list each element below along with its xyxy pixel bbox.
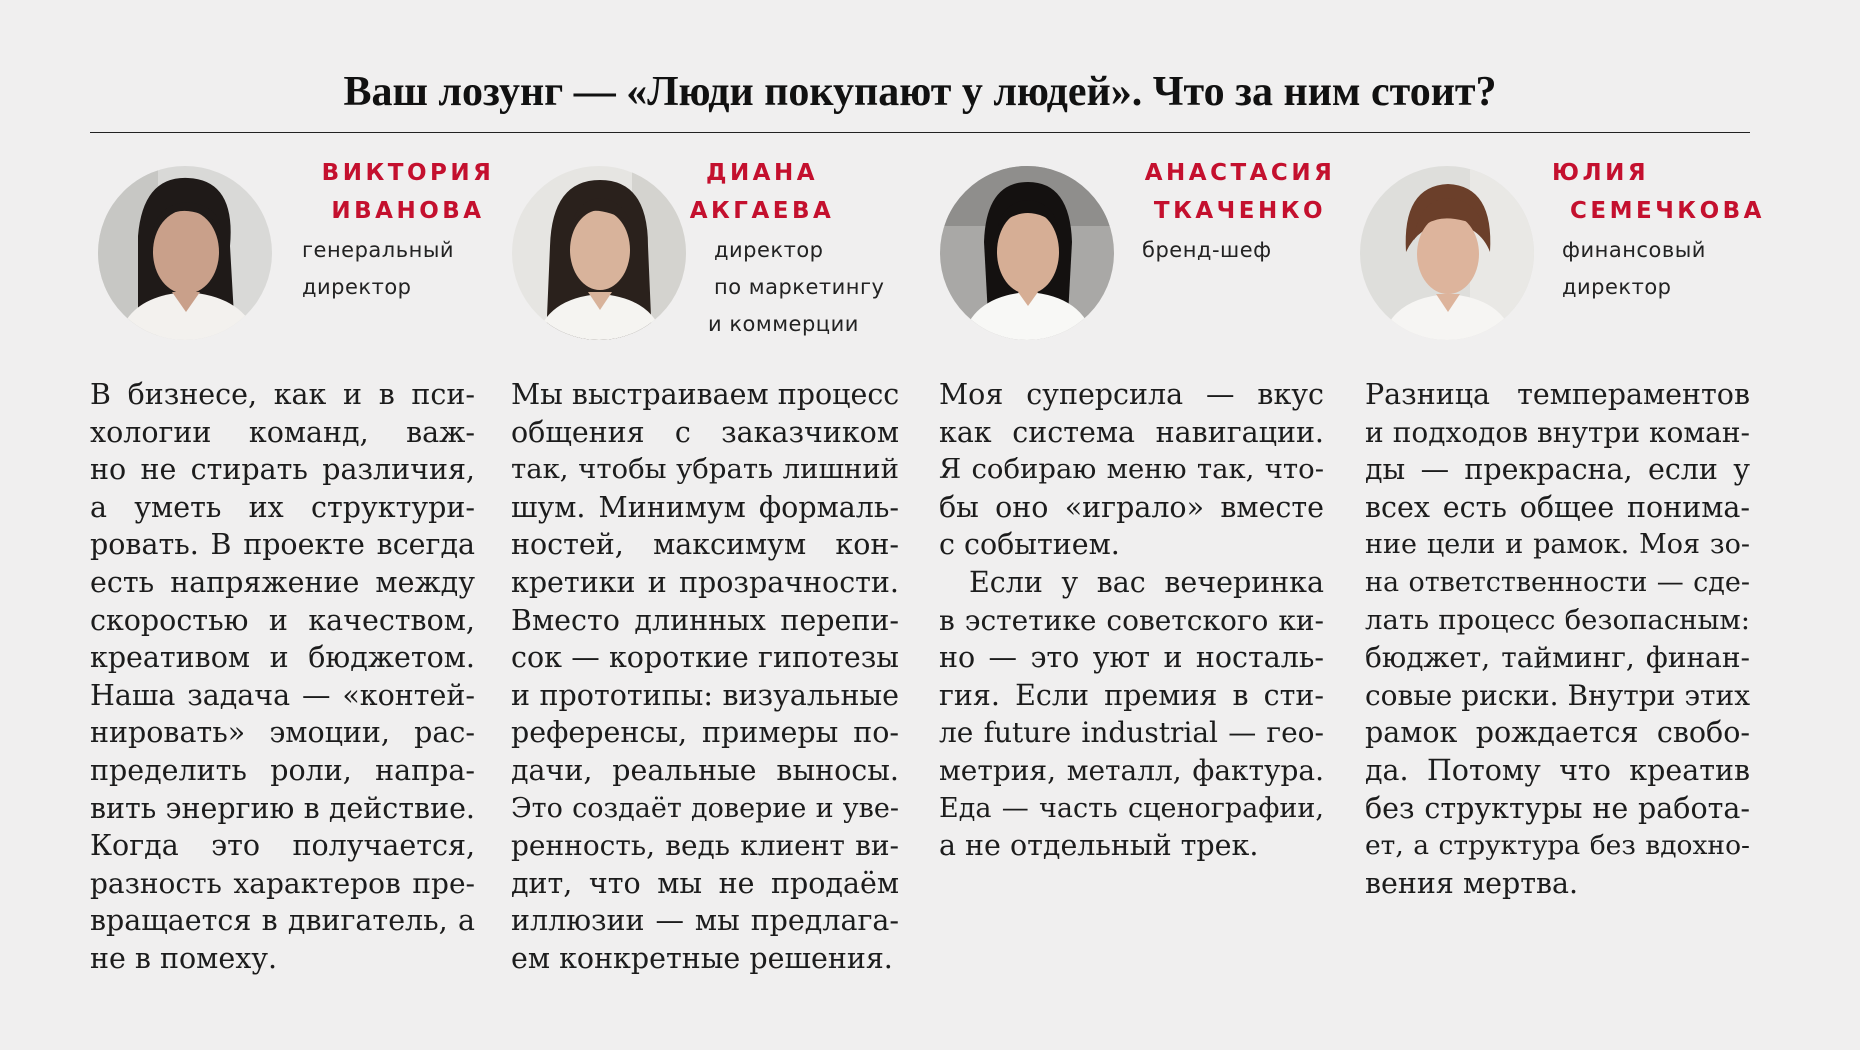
- person-name: ДИАНА АКГАЕВА: [689, 160, 835, 224]
- avatar-photo: [512, 166, 686, 340]
- person-quote: Мы выстраиваем процесс общения с заказчиком так, чтобы убрать лишний шум. Минимум формаль- ностей, максимум кон- кретики и прозрачности. Вместо длинных перепи- сок — короткие гипотезы и прототипы: визуальные референсы, примеры по- дачи, реальные выносы. Это создаёт доверие и уве- ренность, ведь клиент ви- дит, что мы не продаём иллюзии — мы предлага- ем конкретные решения.: [511, 378, 900, 975]
- title-divider: [90, 132, 1750, 133]
- person-quote: В бизнесе, как и в пси- хологии команд, важ- но не стирать различия, а уметь их структури- ровать. В проекте всегда есть напряжение между скоростью и качеством, креативом и бюджетом. Наша задача — «контей- нировать» эмоции, рас- пределить роли, напра- вить энергию в действие. Когда это получается, разность характеров пре- вращается в двигатель, а не в помеху.: [90, 378, 475, 975]
- person-card-ivanova: [90, 160, 498, 990]
- avatar-photo: [98, 166, 272, 340]
- person-role: директор по маркетингу и коммерции: [708, 238, 885, 336]
- person-role: финансовый директор: [1562, 238, 1706, 299]
- person-role: генеральный директор: [302, 238, 455, 299]
- avatar-photo: [1360, 166, 1534, 340]
- person-name: ВИКТОРИЯ ИВАНОВА: [321, 160, 495, 224]
- person-name: ЮЛИЯ СЕМЕЧКОВА: [1552, 160, 1765, 224]
- person-card-akgaeva: [512, 160, 912, 990]
- person-quote: Разница темпераментов и подходов внутри коман- ды — прекрасна, если у всех есть общее понима- ние цели и рамок. Моя зо- на ответственности — сде- лать процесс безопасным: бюджет, тайминг, финан- совые риски. Внутри этих рамок рождается свобо- да. Потому что креатив без структуры не работа- ет, а структура без вдохно- вения мертва.: [1365, 378, 1750, 900]
- avatar-photo: [940, 166, 1114, 340]
- person-role: бренд-шеф: [1142, 238, 1272, 262]
- person-card-semechkova: [1360, 160, 1765, 990]
- page-title: Ваш лозунг — «Люди покупают у людей». Что за ним стоит?: [343, 69, 1497, 115]
- person-name: АНАСТАСИЯ ТКАЧЕНКО: [1144, 160, 1336, 224]
- person-card-tkachenko: [940, 160, 1340, 990]
- person-quote: Моя суперсила — вкус как система навигации. Я собираю меню так, что- бы оно «играло» вместе с событием. Если у вас вечеринка в эстетике советского ки- но — это уют и носталь- гия. Если премия в сти- ле future industrial — гео- метрия, металл, фактура. Еда — часть сценографии, а не отдельный трек.: [939, 378, 1324, 863]
